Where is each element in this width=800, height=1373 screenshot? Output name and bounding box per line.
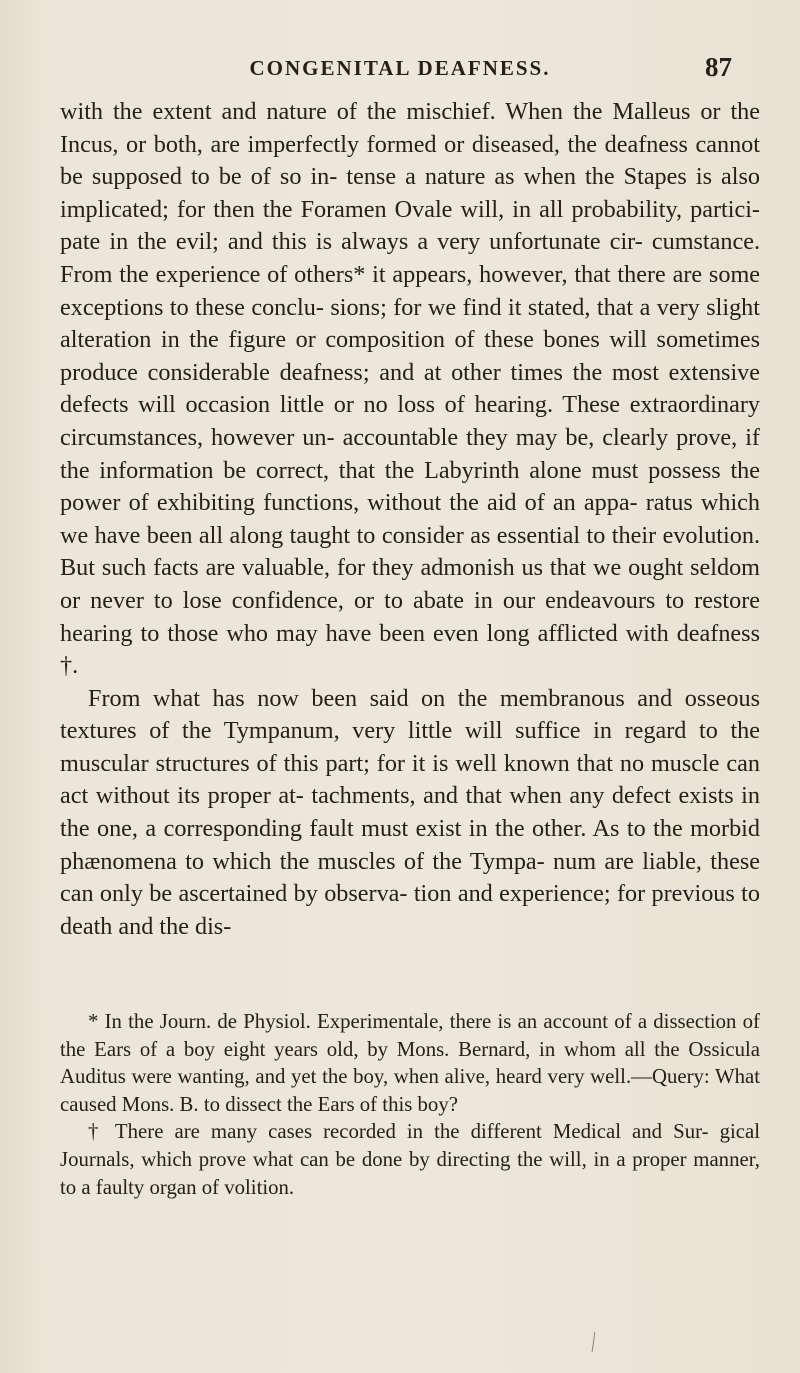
paragraph: with the extent and nature of the mischief. When the Malleus or the Incus, or both, are imperfectly formed or diseased, the deafness cannot be supposed to be of so in- tense a nature as when the Stapes is also implicated; for then the Foramen Ovale will, in all probability, partici- pate in the evil; and this is always a very unfortunate cir- cumstance. From the experience of others* it appears, however, that there are some exceptions to these conclu- sions; for we find it stated, that a very slight alteration in the figure or composition of these bones will sometimes produce considerable deafness; and at other times the most extensive defects will occasion little or no loss of hearing. These extraordinary circumstances, however un- accountable they may be, clearly prove, if the information be correct, that the Labyrinth alone must possess the power of exhibiting functions, without the aid of an appa- ratus which we have been all along taught to consider as essential to their evolution. But such facts are valuable, for they admonish us that we ought seldom or never to lose confidence, or to abate in our endeavours to restore hearing to those who may have been even long afflicted with deafness †.: [60, 98, 760, 680]
page-mark: [592, 1332, 596, 1352]
footnote: † There are many cases recorded in the different Medical and Sur- gical Journals, which prove what can be done by directing the will, in a proper manner, to a faulty organ of volition.: [60, 1120, 760, 1199]
body-text: [60, 96, 760, 943]
footnote: * In the Journ. de Physiol. Experimentale, there is an account of a dissection of the Ears of a boy eight years old, by Mons. Bernard, in whom all the Ossicula Auditus were wanting, and yet the boy, when alive, heard very well.—Query: What caused Mons. B. to dissect the Ears of this boy?: [60, 1010, 760, 1116]
footnotes: [60, 1008, 760, 1201]
page-number: 87: [705, 52, 732, 82]
running-title: CONGENITAL DEAFNESS.: [249, 56, 551, 80]
running-head: [60, 52, 740, 86]
paragraph: From what has now been said on the membranous and osseous textures of the Tympanum, very little will suffice in regard to the muscular structures of this part; for it is well known that no muscle can act without its proper at- tachments, and that when any defect exists in the one, a corresponding fault must exist in the other. As to the morbid phænomena to which the muscles of the Tympa- num are liable, these can only be ascertained by observa- tion and experience; for previous to death and the dis-: [60, 684, 760, 940]
